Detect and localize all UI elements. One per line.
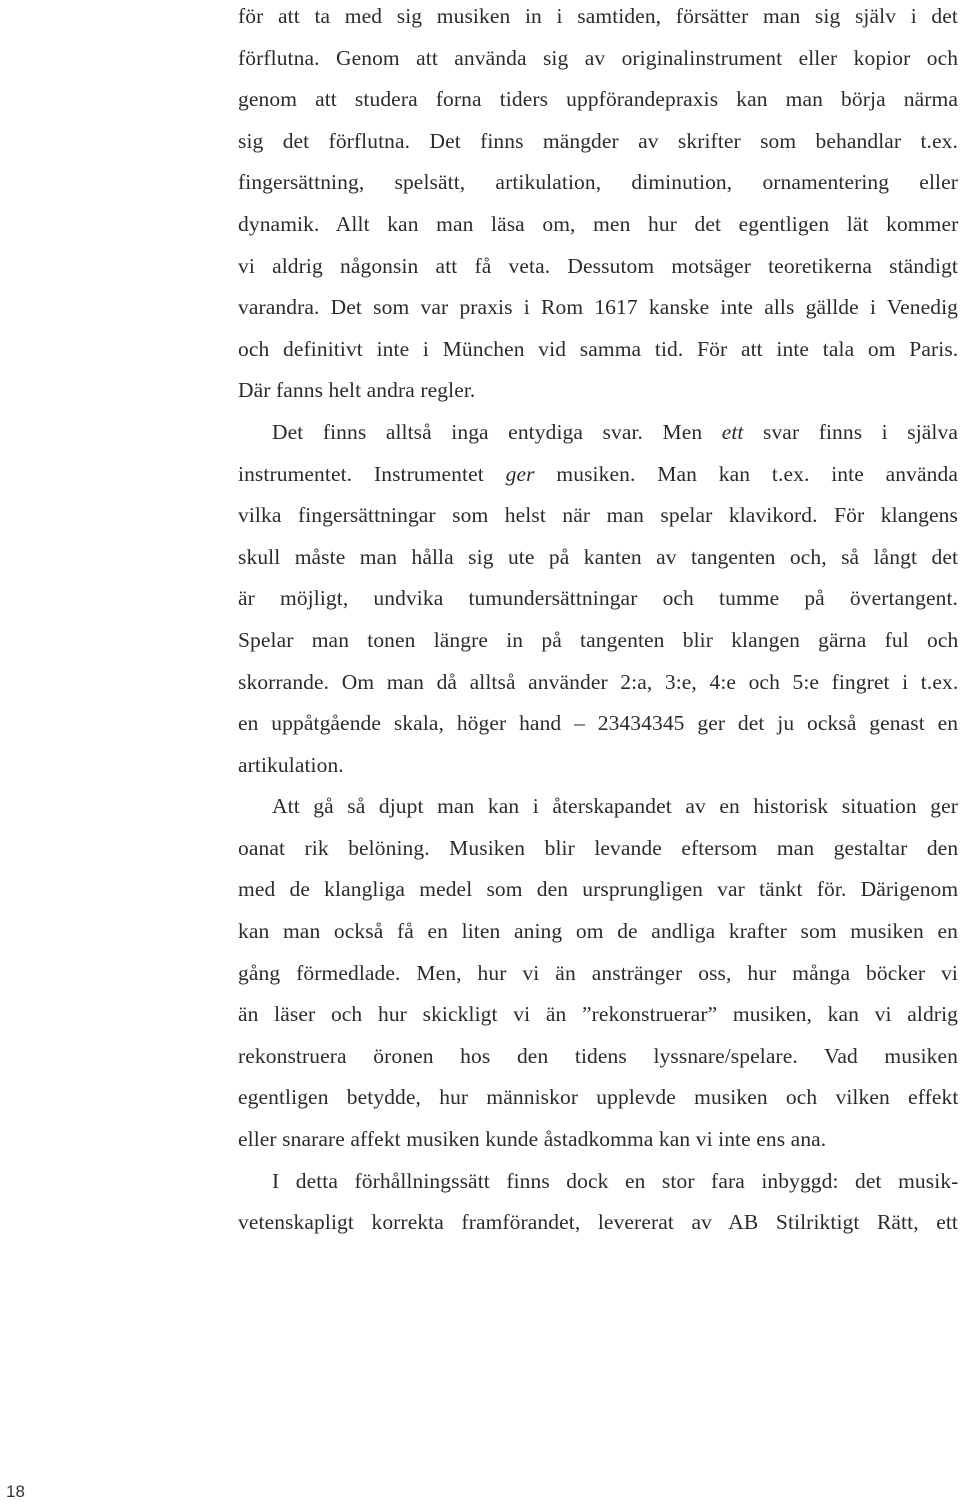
paragraph-3 bbox=[238, 786, 958, 1160]
emphasis-text: ger bbox=[505, 461, 535, 486]
text-line: sig det förflutna. Det finns mängder av skrifter som behandlar t.ex. bbox=[238, 128, 958, 153]
text-line: Att gå så djupt man kan i återskapandet av en historisk situation ger bbox=[272, 794, 958, 819]
page-number: 18 bbox=[6, 1482, 25, 1501]
paragraph-2 bbox=[238, 412, 958, 786]
text-run: svar finns i själva bbox=[743, 419, 958, 444]
text-line: varandra. Det som var praxis i Rom 1617 kanske inte alls gällde i Venedig bbox=[238, 295, 958, 320]
text-line: genom att studera forna tiders uppförandepraxis kan man börja närma bbox=[238, 87, 958, 112]
text-line bbox=[238, 454, 958, 496]
text-line: förflutna. Genom att använda sig av originalinstrument eller kopior och bbox=[238, 45, 959, 70]
text-line: rekonstruera öronen hos den tidens lyssnare/spelare. Vad musiken bbox=[238, 1043, 958, 1068]
emphasis-text: ett bbox=[721, 419, 744, 444]
text-line: vi aldrig någonsin att få veta. Dessutom motsäger teoretikerna ständigt bbox=[238, 253, 958, 278]
text-line: egentligen betydde, hur människor upplevde musiken och vilken effekt bbox=[238, 1085, 959, 1110]
text-line: och definitivt inte i München vid samma tid. För att inte tala om Paris. bbox=[238, 336, 959, 361]
text-line: för att ta med sig musiken in i samtiden, försätter man sig själv i det bbox=[238, 4, 958, 28]
text-line: skorrande. Om man då alltså använder 2:a, 3:e, 4:e och 5:e fingret i t.ex. bbox=[238, 669, 959, 694]
text-run: musiken. Man kan t.ex. inte använda bbox=[534, 461, 958, 486]
text-line: oanat rik belöning. Musiken blir levande eftersom man gestaltar den bbox=[238, 835, 959, 860]
text-run: instrumentet. Instrumentet bbox=[238, 461, 506, 486]
paragraph-1 bbox=[238, 0, 958, 412]
text-line: vetenskapligt korrekta framförandet, levererat av AB Stilriktigt Rätt, ett bbox=[238, 1210, 958, 1235]
text-line: eller snarare affekt musiken kunde åstadkomma kan vi inte ens ana. bbox=[238, 1127, 827, 1152]
text-line: med de klangliga medel som den ursprungligen var tänkt för. Därigenom bbox=[238, 877, 959, 902]
text-line: Där fanns helt andra regler. bbox=[238, 378, 476, 403]
text-line bbox=[238, 412, 958, 454]
text-line: gång förmedlade. Men, hur vi än anstränger oss, hur många böcker vi bbox=[238, 960, 958, 985]
text-line: Spelar man tonen längre in på tangenten blir klangen gärna ful och bbox=[238, 627, 959, 652]
text-line: än läser och hur skickligt vi än ”rekonstruerar” musiken, kan vi aldrig bbox=[238, 1002, 958, 1027]
paragraph-4 bbox=[238, 1161, 958, 1244]
text-line: vilka fingersättningar som helst när man spelar klavikord. För klangens bbox=[238, 503, 958, 528]
text-line: artikulation. bbox=[238, 752, 344, 777]
text-line: en uppåtgående skala, höger hand – 23434345 ger det ju också genast en bbox=[238, 711, 959, 736]
text-line: kan man också få en liten aning om de andliga krafter som musiken en bbox=[238, 919, 958, 944]
body-text bbox=[238, 0, 958, 1244]
text-run: Det finns alltså inga entydiga svar. Men bbox=[272, 419, 722, 444]
text-line: fingersättning, spelsätt, artikulation, diminution, ornamentering eller bbox=[238, 170, 958, 195]
text-line: dynamik. Allt kan man läsa om, men hur det egentligen lät kommer bbox=[238, 211, 959, 236]
text-line: skull måste man hålla sig ute på kanten av tangenten och, så långt det bbox=[238, 544, 959, 569]
text-line: är möjligt, undvika tumundersättningar och tumme på övertangent. bbox=[238, 586, 958, 611]
text-line: I detta förhållningssätt finns dock en stor fara inbyggd: det musik- bbox=[272, 1168, 959, 1193]
